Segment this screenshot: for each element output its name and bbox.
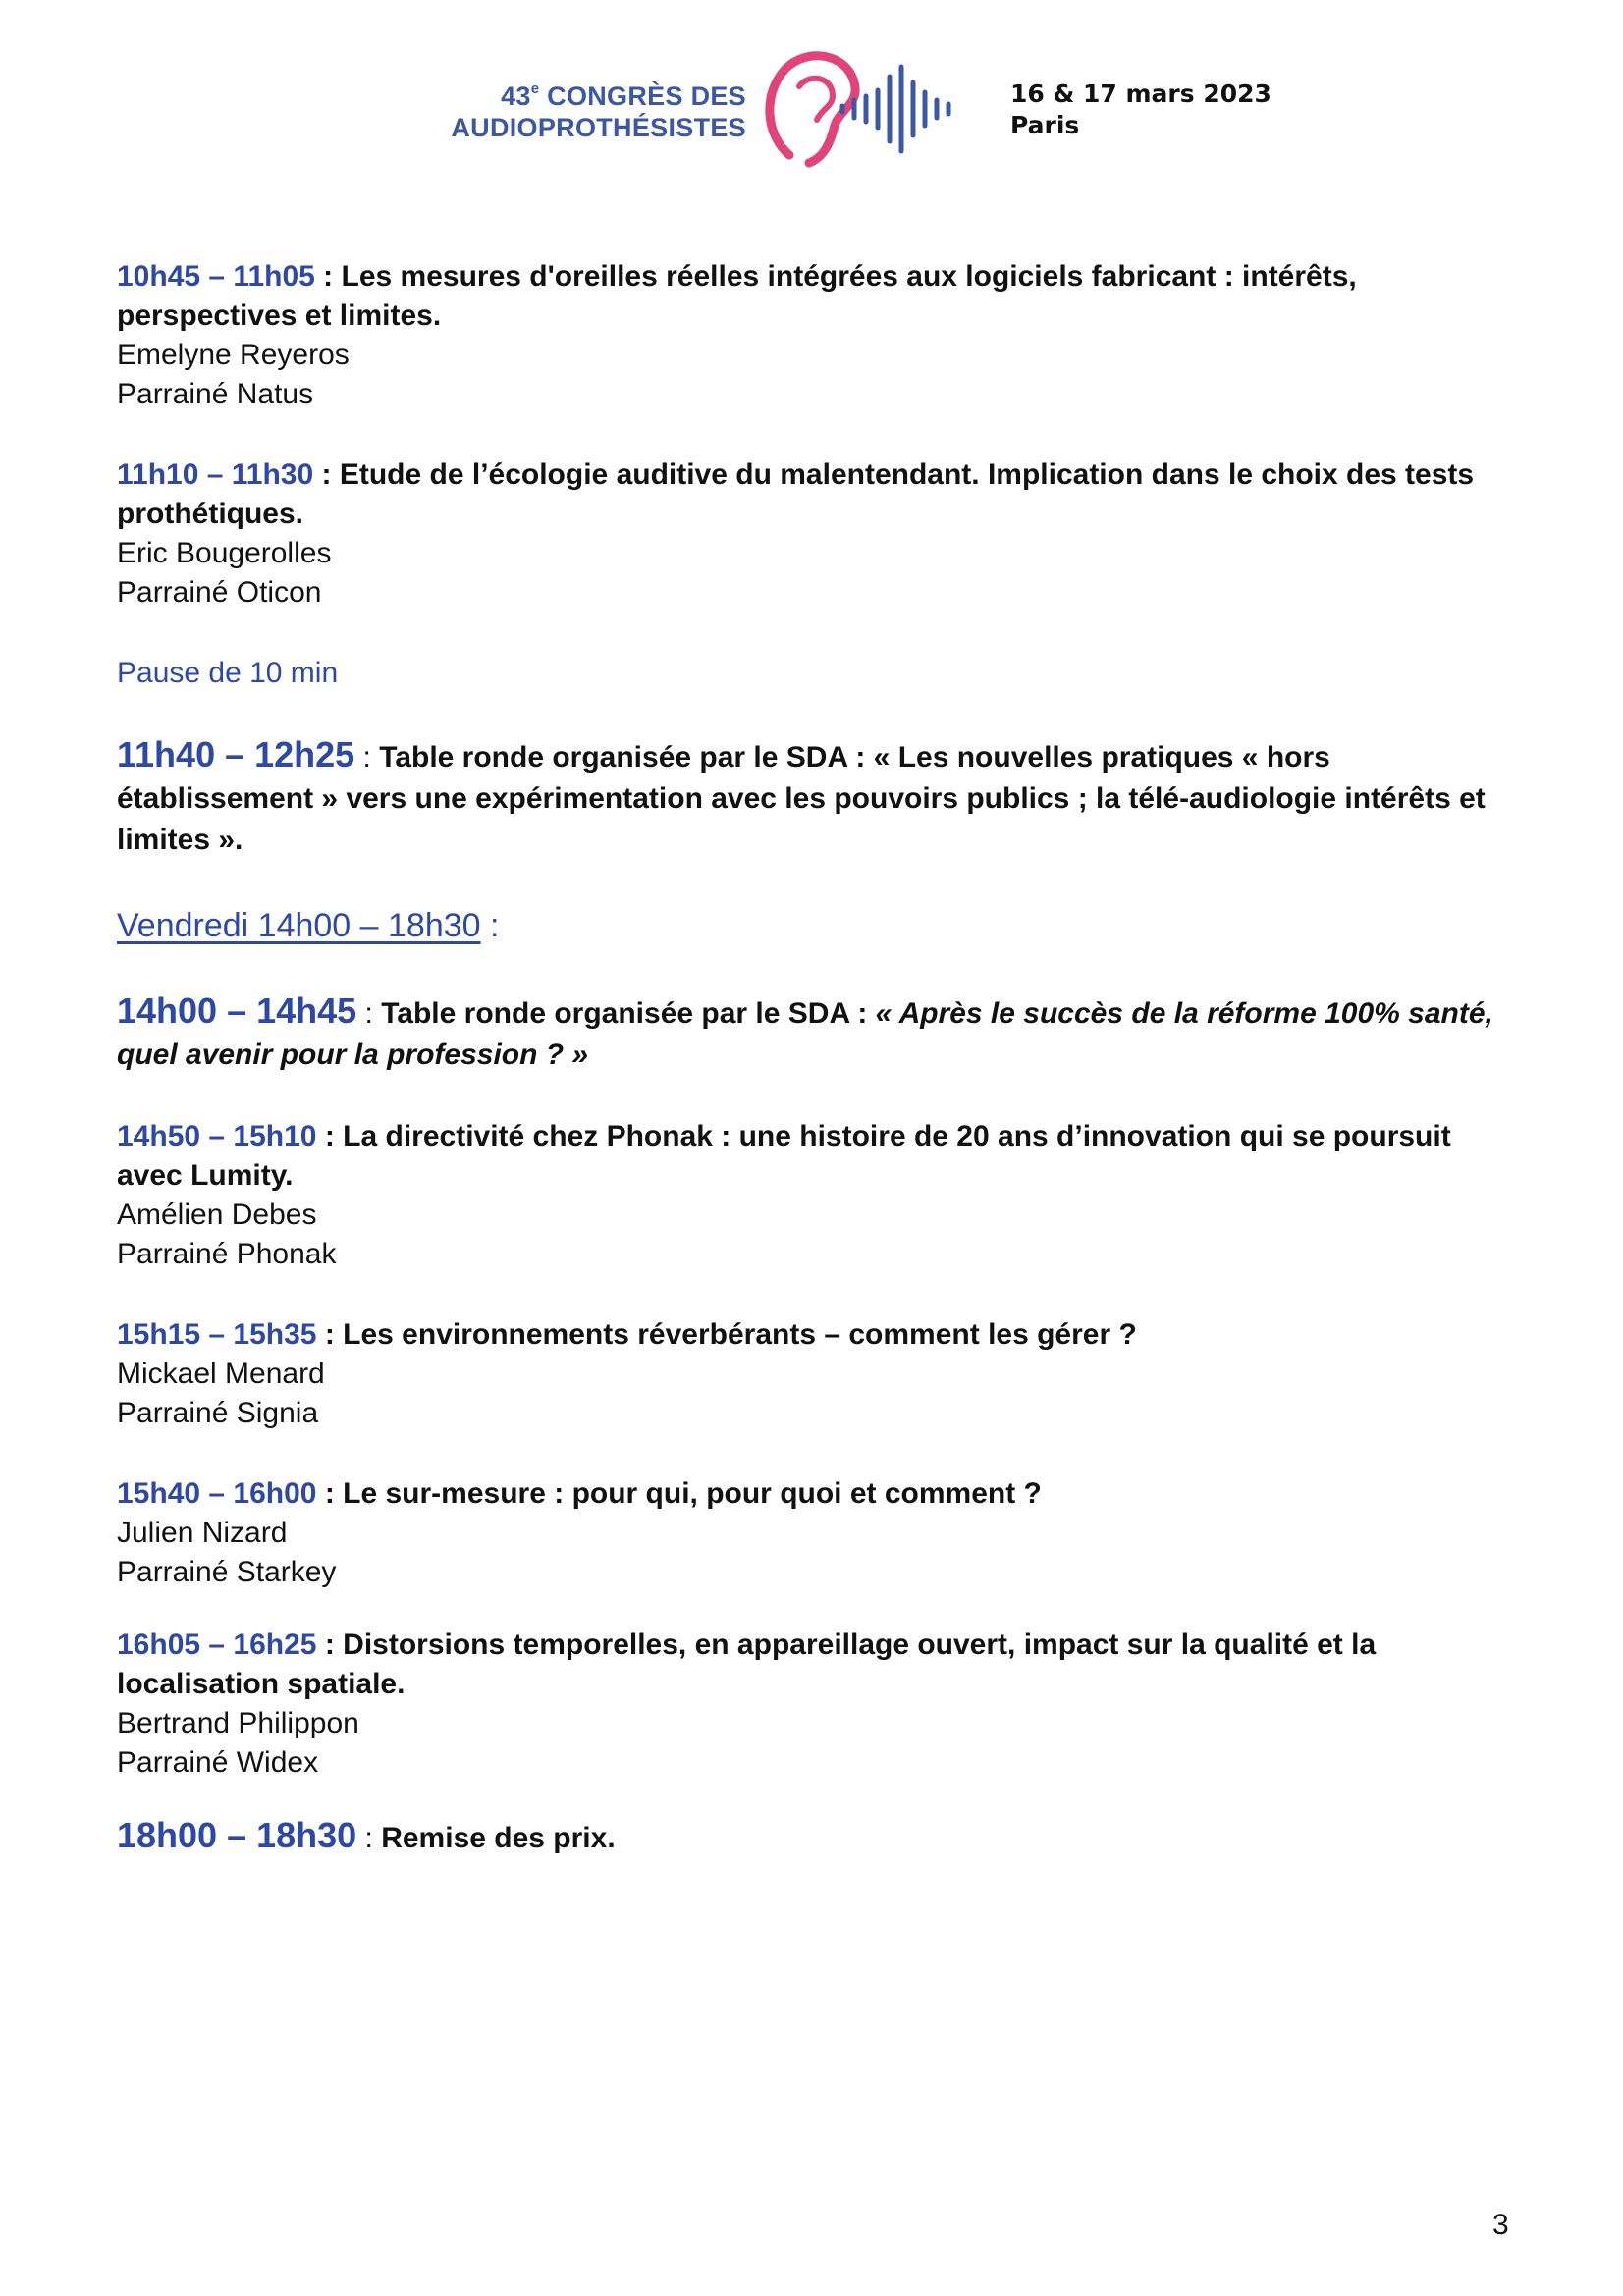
congress-logo-text: 43e CONGRÈS DES AUDIOPROTHÉSISTES <box>451 80 746 142</box>
program-entry: 14h50 – 15h10 : La directivité chez Phonak : une histoire de 20 ans d’innovation qui se poursuit avec Lumity. Amélien Debes Parrainé Phonak <box>117 1117 1511 1274</box>
sponsor-label: Parrainé Signia <box>117 1397 319 1429</box>
speaker-name: Julien Nizard <box>117 1517 288 1549</box>
speaker-name: Eric Bougerolles <box>117 537 332 569</box>
program-entry: 15h15 – 15h35 : Les environnements réverbérants – comment les gérer ? Mickael Menard Parrainé Signia <box>117 1315 1511 1433</box>
page-number: 3 <box>1492 2209 1509 2241</box>
sponsor-label: Parrainé Phonak <box>117 1238 337 1270</box>
speaker-name: Mickael Menard <box>117 1358 325 1390</box>
ear-soundwave-logo-icon <box>756 47 1001 175</box>
event-date-location <box>1010 79 1271 141</box>
sponsor-label: Parrainé Starkey <box>117 1556 337 1588</box>
speaker-name: Bertrand Philippon <box>117 1707 359 1739</box>
program-entry: 16h05 – 16h25 : Distorsions temporelles, en appareillage ouvert, impact sur la qualité et la localisation spatiale. Bertrand Philippon Parrainé Widex <box>117 1626 1511 1783</box>
page-header <box>0 0 1623 187</box>
event-city: Paris <box>1010 111 1080 139</box>
speaker-name: Amélien Debes <box>117 1199 317 1231</box>
sponsor-label: Parrainé Oticon <box>117 576 322 609</box>
program-entry: 15h40 – 16h00 : Le sur-mesure : pour qui, pour quoi et comment ? Julien Nizard Parrainé Starkey <box>117 1474 1511 1592</box>
event-dates: 16 & 17 mars 2023 <box>1010 80 1271 108</box>
speaker-name: Emelyne Reyeros <box>117 339 350 371</box>
round-table-2: 14h00 – 14h45 : Table ronde organisée par le SDA : « Après le succès de la réforme 100% santé, quel avenir pour la profession ? » <box>117 990 1493 1071</box>
pause-note: Pause de 10 min <box>117 657 339 689</box>
program-entry: 11h10 – 11h30 : Etude de l’écologie auditive du malentendant. Implication dans le choix des tests prothétiques. Eric Bougerolles Parrainé Oticon <box>117 455 1511 613</box>
closing-ceremony: 18h00 – 18h30 : Remise des prix. <box>117 1815 616 1855</box>
sponsor-label: Parrainé Widex <box>117 1746 319 1779</box>
program-entry: 10h45 – 11h05 : Les mesures d'oreilles réelles intégrées aux logiciels fabricant : intérêts, perspectives et limites. Emelyne Reyeros Parrainé Natus <box>117 257 1511 414</box>
round-table-1: 11h40 – 12h25 : Table ronde organisée par le SDA : « Les nouvelles pratiques « hors établissement » vers une expérimentation avec les pouvoirs publics ; la télé-audiologie intérêts et limites ». <box>117 734 1486 856</box>
section-heading-friday: Vendredi 14h00 – 18h30 : <box>117 907 500 944</box>
sponsor-label: Parrainé Natus <box>117 378 314 410</box>
program-content <box>117 257 1511 1858</box>
